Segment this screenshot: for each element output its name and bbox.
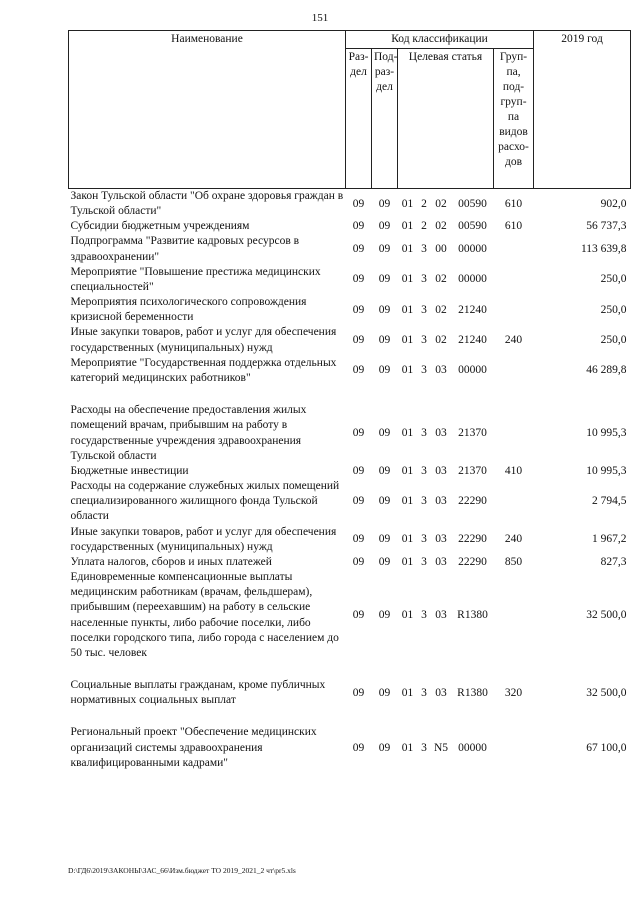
header-year: 2019 год	[534, 31, 631, 189]
row-target-subprogram: 3	[421, 334, 427, 347]
row-target-direction: 21240	[458, 303, 487, 316]
row-group	[494, 265, 534, 295]
row-target-direction: R1380	[457, 608, 488, 621]
row-amount: 10 995,3	[586, 464, 627, 477]
row-podrazdel: 09	[378, 464, 391, 477]
row-target-direction: 22290	[458, 495, 487, 508]
header-name: Наименование	[69, 31, 346, 189]
row-target-program: 01	[401, 197, 414, 210]
table-row	[69, 219, 631, 234]
row-target-direction: 22290	[458, 555, 487, 568]
row-target-measure: N5	[433, 741, 449, 754]
row-target-program: 01	[401, 303, 414, 316]
row-podrazdel: 09	[378, 364, 391, 377]
row-target-measure: 03	[435, 495, 447, 508]
row-target-subprogram: 3	[421, 555, 427, 568]
row-group	[494, 234, 534, 264]
row-target-subprogram: 3	[421, 243, 427, 256]
page-number: 151	[311, 12, 329, 24]
row-target-subprogram: 3	[421, 533, 427, 546]
table-row	[69, 265, 631, 295]
header-podrazdel: Под- раз- дел	[372, 48, 398, 188]
row-target-measure: 03	[435, 464, 447, 477]
row-target-measure: 03	[435, 686, 447, 699]
row-target-subprogram: 3	[421, 741, 427, 754]
row-target-measure: 02	[435, 303, 447, 316]
row-name: Региональный проект "Обеспечение медицинских организаций системы здравоохранения квалифицированными кадрами"	[70, 726, 317, 769]
row-target-measure: 03	[435, 364, 447, 377]
row-target-subprogram: 3	[421, 273, 427, 286]
row-spacer	[69, 708, 631, 725]
row-target-program: 01	[401, 426, 414, 439]
file-path-footer: D:\ГД6\2019\ЗАКОНЫ\ЗАС_66\Изм.бюджет ТО 2019_2021_2 чт\pr5.xls	[68, 866, 296, 875]
row-target-direction: R1380	[457, 686, 488, 699]
row-razdel: 09	[352, 220, 365, 233]
row-name: Расходы на обеспечение предоставления жилых помещений врачам, прибывшим на работу в государственные учреждения здравоохранения Тульской области	[70, 404, 307, 462]
row-podrazdel: 09	[378, 273, 391, 286]
row-amount: 113 639,8	[580, 243, 627, 256]
row-podrazdel: 09	[378, 495, 391, 508]
row-podrazdel: 09	[378, 334, 391, 347]
table-row	[69, 356, 631, 386]
row-target-measure: 03	[435, 426, 447, 439]
row-razdel: 09	[352, 334, 365, 347]
row-target-direction: 21370	[458, 464, 487, 477]
row-razdel: 09	[352, 364, 365, 377]
row-group: 240	[504, 334, 523, 347]
row-razdel: 09	[352, 197, 365, 210]
row-name: Бюджетные инвестиции	[70, 464, 189, 477]
row-target-direction: 21370	[458, 426, 487, 439]
row-group	[494, 356, 534, 386]
row-target-program: 01	[401, 555, 414, 568]
row-group	[494, 403, 534, 464]
row-group	[494, 479, 534, 525]
row-podrazdel: 09	[378, 197, 391, 210]
row-podrazdel: 09	[378, 426, 391, 439]
table-row	[69, 555, 631, 570]
row-podrazdel: 09	[378, 220, 391, 233]
row-razdel: 09	[352, 686, 365, 699]
table-row	[69, 234, 631, 264]
row-group	[494, 570, 534, 661]
row-target-subprogram: 3	[421, 464, 427, 477]
row-name: Подпрограмма "Развитие кадровых ресурсов в здравоохранении"	[70, 235, 300, 263]
row-target-program: 01	[401, 243, 414, 256]
row-target-direction: 00000	[458, 243, 487, 256]
row-amount: 827,3	[600, 555, 627, 568]
row-spacer-cell	[69, 708, 631, 725]
row-amount: 67 100,0	[586, 741, 627, 754]
row-target-subprogram: 2	[421, 197, 427, 210]
row-podrazdel: 09	[378, 243, 391, 256]
table-row	[69, 725, 631, 771]
row-name: Иные закупки товаров, работ и услуг для обеспечения государственных (муниципальных) нужд	[70, 326, 337, 354]
row-target-direction: 00590	[458, 197, 487, 210]
row-razdel: 09	[352, 303, 365, 316]
row-target-program: 01	[401, 741, 414, 754]
row-podrazdel: 09	[378, 741, 391, 754]
row-name: Расходы на содержание служебных жилых помещений специализированного жилищного фонда Тульской области	[70, 480, 340, 523]
row-amount: 250,0	[600, 273, 627, 286]
row-name: Уплата налогов, сборов и иных платежей	[70, 555, 272, 568]
row-target-direction: 00000	[458, 741, 487, 754]
row-amount: 32 500,0	[586, 686, 627, 699]
row-target-measure: 02	[435, 197, 447, 210]
row-spacer-cell	[69, 661, 631, 678]
row-razdel: 09	[352, 273, 365, 286]
row-target-subprogram: 3	[421, 426, 427, 439]
row-name: Единовременные компенсационные выплаты медицинским работникам (врачам, фельдшерам), прибывшим (переехавшим) на работу в сельские населенные пункты, либо рабочие поселки, либо поселки городского типа, либо города с населением до 50 тыс. человек	[70, 571, 339, 659]
table-row	[69, 464, 631, 479]
row-spacer	[69, 386, 631, 403]
row-amount: 1 967,2	[592, 533, 627, 546]
row-target-direction: 00000	[458, 273, 487, 286]
row-amount: 250,0	[600, 334, 627, 347]
row-podrazdel: 09	[378, 303, 391, 316]
row-target-subprogram: 3	[421, 364, 427, 377]
header-target: Целевая статья	[398, 48, 494, 188]
row-name: Социальные выплаты гражданам, кроме публичных нормативных социальных выплат	[70, 679, 326, 707]
table-body	[69, 188, 631, 771]
row-target-measure: 03	[435, 533, 447, 546]
row-target-program: 01	[401, 220, 414, 233]
row-target-program: 01	[401, 364, 414, 377]
row-target-program: 01	[401, 273, 414, 286]
header-classification: Код классификации	[346, 31, 534, 49]
row-target-measure: 03	[435, 555, 447, 568]
row-podrazdel: 09	[378, 555, 391, 568]
table-row	[69, 678, 631, 708]
row-amount: 46 289,8	[586, 364, 627, 377]
row-razdel: 09	[352, 243, 365, 256]
table-row	[69, 570, 631, 661]
row-name: Субсидии бюджетным учреждениям	[70, 220, 250, 233]
row-group: 410	[504, 464, 523, 477]
row-target-measure: 02	[435, 273, 447, 286]
table-row	[69, 525, 631, 555]
row-podrazdel: 09	[378, 608, 391, 621]
row-amount: 32 500,0	[586, 608, 627, 621]
row-target-direction: 00590	[458, 220, 487, 233]
row-amount: 56 737,3	[586, 220, 627, 233]
row-target-program: 01	[401, 464, 414, 477]
row-razdel: 09	[352, 741, 365, 754]
row-target-subprogram: 3	[421, 608, 427, 621]
row-group	[494, 725, 534, 771]
row-amount: 250,0	[600, 303, 627, 316]
row-podrazdel: 09	[378, 533, 391, 546]
header-razdel: Раз- дел	[346, 48, 372, 188]
table-row	[69, 325, 631, 355]
row-spacer-cell	[69, 386, 631, 403]
row-amount: 902,0	[600, 197, 627, 210]
row-razdel: 09	[352, 495, 365, 508]
row-group: 240	[504, 533, 523, 546]
row-group: 850	[504, 555, 523, 568]
row-name: Мероприятие "Повышение престижа медицинских специальностей"	[70, 265, 321, 293]
row-group: 610	[504, 220, 523, 233]
row-target-direction: 21240	[458, 334, 487, 347]
row-razdel: 09	[352, 608, 365, 621]
row-amount: 2 794,5	[592, 495, 627, 508]
budget-table-wrapper	[68, 30, 630, 771]
row-target-measure: 02	[435, 334, 447, 347]
table-row	[69, 295, 631, 325]
row-target-program: 01	[401, 686, 414, 699]
row-spacer	[69, 661, 631, 678]
row-razdel: 09	[352, 464, 365, 477]
header-group: Груп- па, под- груп- па видов расхо- дов	[494, 48, 534, 188]
row-target-program: 01	[401, 334, 414, 347]
row-name: Мероприятие "Государственная поддержка отдельных категорий медицинских работников"	[70, 356, 337, 384]
row-target-subprogram: 2	[421, 220, 427, 233]
row-razdel: 09	[352, 426, 365, 439]
row-target-direction: 00000	[458, 364, 487, 377]
row-target-measure: 00	[435, 243, 447, 256]
row-target-direction: 22290	[458, 533, 487, 546]
budget-table	[68, 30, 631, 771]
row-target-measure: 03	[435, 608, 447, 621]
row-target-subprogram: 3	[421, 686, 427, 699]
row-name: Мероприятия психологического сопровождения кризисной беременности	[70, 296, 307, 324]
row-podrazdel: 09	[378, 686, 391, 699]
row-name: Закон Тульской области "Об охране здоровья граждан в Тульской области"	[70, 189, 344, 218]
row-target-program: 01	[401, 608, 414, 621]
table-row	[69, 188, 631, 219]
row-name: Иные закупки товаров, работ и услуг для обеспечения государственных (муниципальных) нужд	[70, 525, 337, 553]
row-group	[494, 295, 534, 325]
table-row	[69, 403, 631, 464]
row-razdel: 09	[352, 533, 365, 546]
row-amount: 10 995,3	[586, 426, 627, 439]
row-target-measure: 02	[435, 220, 447, 233]
row-group: 610	[504, 197, 523, 210]
row-target-subprogram: 3	[421, 495, 427, 508]
row-group: 320	[504, 686, 523, 699]
row-target-subprogram: 3	[421, 303, 427, 316]
table-row	[69, 479, 631, 525]
row-target-program: 01	[401, 495, 414, 508]
row-razdel: 09	[352, 555, 365, 568]
row-target-program: 01	[401, 533, 414, 546]
